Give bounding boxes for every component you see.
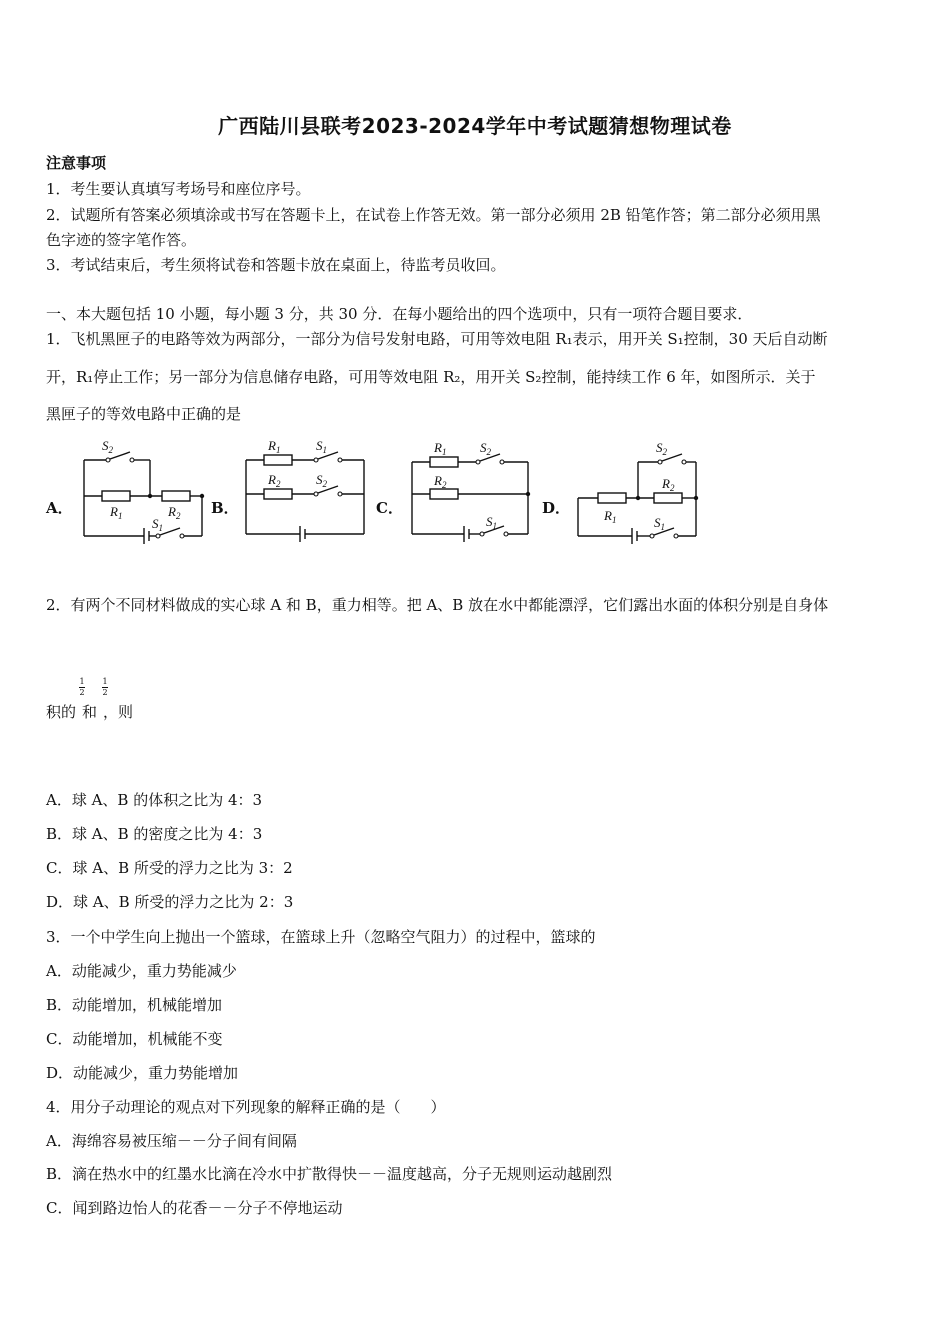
label-r1: $R_1$ xyxy=(110,504,123,521)
notice-item-3: 3．考试结束后，考生须将试卷和答题卡放在桌面上，待监考员收回。 xyxy=(46,256,506,274)
q3-stem: 3．一个中学生向上抛出一个篮球，在篮球上升（忽略空气阻力）的过程中，篮球的 xyxy=(46,928,596,946)
notice-item-2: 2．试题所有答案必须填涂或书写在答题卡上，在试卷上作答无效。第一部分必须用 2B 铅笔作答；第二部分必须用黑 xyxy=(46,206,821,224)
q3-option-b: B．动能增加，机械能增加 xyxy=(46,996,223,1014)
q2-stem-line-1: 2．有两个不同材料做成的实心球 A 和 B，重力相等。把 A、B 放在水中都能漂浮，它们露出水面的体积分别是自身体 xyxy=(46,596,829,614)
svg-text:S2: $S_2$ xyxy=(480,440,491,457)
q3-option-c: C．动能增加，机械能不变 xyxy=(46,1030,223,1048)
q3-option-d: D．动能减少，重力势能增加 xyxy=(46,1064,239,1082)
label-s2: $S_2$ xyxy=(102,438,113,455)
q4-option-c: C．闻到路边怡人的花香－－分子不停地运动 xyxy=(46,1199,343,1217)
label-r2: $R_2$ xyxy=(168,504,181,521)
svg-text:R1: $R_1$ xyxy=(268,438,281,455)
q4-stem: 4．用分子动理论的观点对下列现象的解释正确的是（ ） xyxy=(46,1098,446,1116)
q2-text-c: ，则 xyxy=(103,703,134,721)
q2-text-a: 积的 xyxy=(46,703,77,721)
notice-heading: 注意事项 xyxy=(46,154,107,172)
notice-item-1: 1．考生要认真填写考场号和座位序号。 xyxy=(46,180,311,198)
q1-circuit-a xyxy=(78,436,208,548)
q2-option-b: B．球 A、B 的密度之比为 4：3 xyxy=(46,825,263,843)
q1-circuit-c xyxy=(408,436,538,548)
exam-title: 广西陆川县联考2023-2024学年中考试题猜想物理试卷 xyxy=(218,114,732,138)
q2-stem-line-2 xyxy=(46,701,133,722)
q2-option-a: A．球 A、B 的体积之比为 4：3 xyxy=(46,791,263,809)
q2-option-d: D．球 A、B 所受的浮力之比为 2：3 xyxy=(46,893,294,911)
q4-option-b: B．滴在热水中的红墨水比滴在冷水中扩散得快－－温度越高，分子无规则运动越剧烈 xyxy=(46,1165,613,1183)
label-s1: $S_1$ xyxy=(152,516,163,533)
q2-option-c: C．球 A、B 所受的浮力之比为 3：2 xyxy=(46,859,293,877)
q2-fraction-2 xyxy=(101,678,109,697)
section-1-instructions: 一、本大题包括 10 小题，每小题 3 分，共 30 分．在每小题给出的四个选项中，只有一项符合题目要求． xyxy=(46,305,753,323)
svg-text:S1: $S_1$ xyxy=(486,514,497,531)
frac2-num: 1 xyxy=(102,677,108,686)
q1-stem-line-2: 开，R₁停止工作；另一部分为信息储存电路，可用等效电阻 R₂，用开关 S₂控制，能持续工作 6 年，如图所示．关于 xyxy=(46,368,816,386)
q1-circuit-b xyxy=(242,436,372,548)
svg-text:S2: $S_2$ xyxy=(316,472,327,489)
svg-text:R1: $R_1$ xyxy=(604,508,617,525)
q2-fraction-1 xyxy=(78,678,86,697)
svg-text:S1: $S_1$ xyxy=(654,515,665,532)
svg-text:R2: $R_2$ xyxy=(268,472,281,489)
q1-option-c-label: C． xyxy=(376,499,403,517)
q1-option-d-label: D． xyxy=(542,499,571,517)
notice-item-2-cont: 色字迹的签字笔作答。 xyxy=(46,231,197,249)
q4-option-a: A．海绵容易被压缩－－分子间有间隔 xyxy=(46,1132,297,1150)
frac1-den: 2 xyxy=(79,688,85,697)
frac2-den: 2 xyxy=(102,688,108,697)
svg-text:S2: $S_2$ xyxy=(656,440,667,457)
q3-option-a: A．动能减少，重力势能减少 xyxy=(46,962,237,980)
q1-option-a-label: A． xyxy=(46,499,73,517)
svg-text:S1: $S_1$ xyxy=(316,438,327,455)
q1-circuit-d xyxy=(574,436,704,548)
q1-stem-line-1: 1．飞机黑匣子的电路等效为两部分，一部分为信号发射电路，可用等效电阻 R₁表示，用开关 S₁控制，30 天后自动断 xyxy=(46,330,828,348)
svg-text:R1: $R_1$ xyxy=(434,440,447,457)
svg-text:R2: $R_2$ xyxy=(662,476,675,493)
svg-text:R2: $R_2$ xyxy=(434,473,447,490)
frac1-num: 1 xyxy=(79,677,85,686)
q1-stem-line-3: 黑匣子的等效电路中正确的是 xyxy=(46,405,242,423)
q2-text-b: 和 xyxy=(82,703,98,721)
q1-option-b-label: B． xyxy=(211,499,239,517)
